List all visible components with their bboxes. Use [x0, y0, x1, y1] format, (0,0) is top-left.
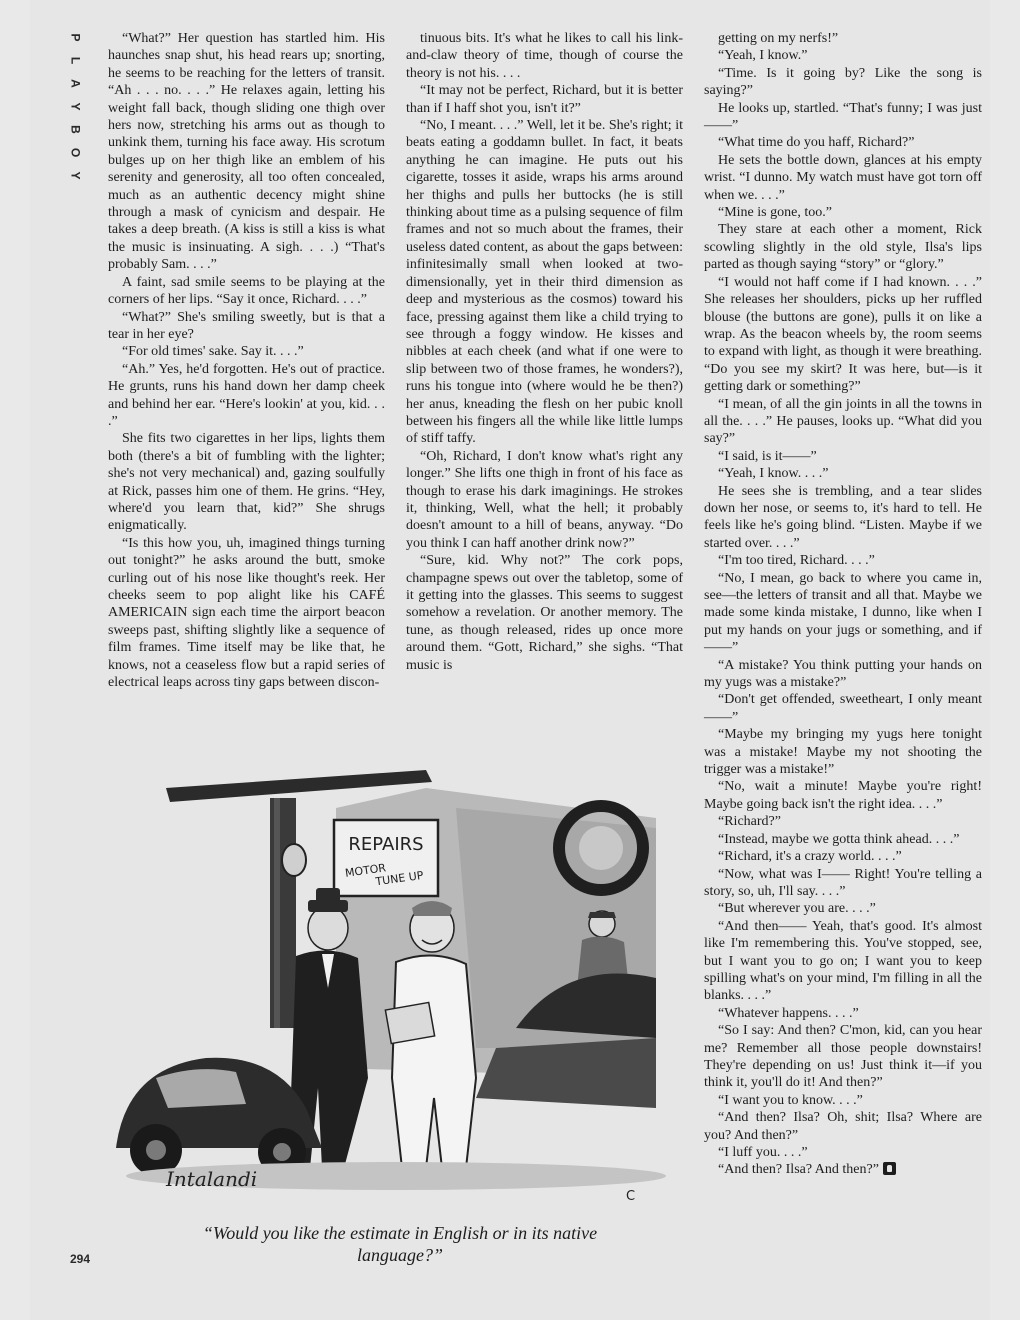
paragraph: “Yeah, I know.”: [718, 48, 808, 64]
paragraph: “I mean, of all the gin joints in all the towns in all the. . . .” He pauses, looks up. “What did you say?”: [704, 396, 982, 447]
paragraph: “Richard?”: [718, 814, 781, 830]
paragraph: “Oh, Richard, I don't know what's right any longer.” She lifts one thigh in front of his face as though to erase his dark imaginings. He strokes it, thinking, Well, what the hell; it probably doesn't amount to a hill of beans, anyway. “Do you think I can haff another drink now?”: [406, 448, 683, 551]
cartoon-caption: “Would you like the estimate in English or in its native language?”: [202, 1223, 598, 1265]
magazine-page: [30, 0, 990, 1320]
paragraph: “And then—— Yeah, that's good. It's almost like I'm remembering this. You've stopped, see, but I want you to go on; I want you to keep spilling what's on your mind, I'm filling in all the blanks. . . .”: [704, 918, 982, 1004]
paragraph: “Is this how you, uh, imagined things turning out tonight?” he asks around the butt, smoke curling out of his nose like thought's reek. Her cheeks seem to pop alight like his CAFÉ AMERICAIN sign each time the airport beacon sweeps past, shifting slightly like a sequence of film frames. Time itself may be like that, he knows, not a ceaseless flow but a rapid series of electrical leaps across tiny gaps between discon-: [108, 535, 385, 691]
paragraph: “Yeah, I know. . . .”: [718, 466, 829, 482]
text-column-3: [704, 30, 982, 1242]
paragraph: “I would not haff come if I had known. . . .” She releases her shoulders, picks up her ruffled blouse (the buttons are gone), pulls it on like a wrap. As the beacon wheels by, the room seems to expand with light, as though it were breathing. “Do you see my skirt? It was here, but—is it getting dark or something?”: [704, 274, 982, 395]
paragraph: “I want you to know. . . .”: [718, 1092, 863, 1108]
paragraph: “What?” Her question has startled him. His haunches snap shut, his head rears up; snorting, he seems to be reaching for the letters of transit. “Ah . . . no. . . .” He relaxes again, letting his weight fall back, though sliding one thigh over hers now, stretching his arms out as though to unkink them, turning his face away. His scrotum bulges up on her thigh like an emblem of his serenity and generosity, all too often concealed, much as an authentic decency might shine through a mask of cynicism and despair. He takes a deep breath. (A kiss is still a kiss is what the music is insinuating. A sigh. . . .) “That's probably Sam. . . .”: [108, 31, 385, 273]
copyright-mark: C: [626, 1189, 636, 1204]
paragraph: “No, I meant. . . .” Well, let it be. She's right; it beats eating a goddamn bullet. In fact, it beats anything he can imagine. He puts out his cigarette, tosses it aside, wraps his arms around her thighs and pulls her buttocks (he is still thinking about time as a pulsing sequence of film frames and not so much about the frames, their useless dated content, as about the gaps between: infinitesimally small when looked at two-dimensionally, yet in their third dimension as deep and mysterious as the cosmos) toward his face, pressing against them like a child trying to see through a foggy window. He kisses and nibbles at each cheek (and what if one were to slip between two of those frames, he wonders?), runs his tongue into (where would he be then?) her anus, kneading the flesh on her pubic knoll between his fingers all the while like little lumps of stiff taffy.: [406, 118, 683, 447]
artist-signature: Intalandi: [166, 1167, 258, 1191]
paragraph: “And then? Ilsa? And then?”: [704, 1161, 982, 1178]
end-of-story-icon: [883, 1162, 896, 1175]
sign-text-tuneup: TUNE UP: [374, 868, 425, 889]
paragraph: “But wherever you are. . . .”: [718, 901, 876, 917]
brand-letter: A: [68, 79, 83, 88]
paragraph: “Time. Is it going by? Like the song is saying?”: [704, 65, 982, 99]
paragraph: “I said, is it——”: [718, 448, 817, 464]
sign-text-repairs: REPAIRS: [348, 834, 424, 855]
brand-letter: Y: [68, 171, 83, 180]
paragraph: “What time do you haff, Richard?”: [718, 135, 915, 151]
brand-letter: O: [68, 147, 83, 158]
running-head-brand: [64, 26, 86, 187]
paragraph: “Maybe my bringing my yugs here tonight was a mistake! Maybe my not shooting the trigger was a mistake!”: [704, 727, 982, 778]
paragraph: “Don't get offended, sweetheart, I only meant——”: [704, 692, 982, 725]
text-column-1: [108, 30, 385, 730]
paragraph: getting on my nerfs!”: [718, 31, 839, 46]
paragraph: “I luff you. . . .”: [718, 1145, 808, 1160]
paragraph: “Now, what was I—— Right! You're telling a story, so, uh, I'll say. . . .”: [704, 866, 982, 899]
paragraph: “And then? Ilsa? Oh, shit; Ilsa? Where are you? And then?”: [704, 1110, 982, 1143]
brand-letter: L: [68, 56, 83, 65]
brand-letter: P: [68, 33, 83, 42]
paragraph: “No, I mean, go back to where you came in, see—the letters of transit and all that. Maybe we made some kinda mistake, I dunno, like when I put my hands on your jugs or something, and if——”: [704, 570, 982, 656]
paragraph: A faint, sad smile seems to be playing at the corners of her lips. “Say it once, Richard. . . .”: [108, 274, 385, 308]
repairs-sign: [334, 820, 438, 896]
paragraph: “For old times' sake. Say it. . . .”: [122, 344, 304, 360]
cartoon-illustration: [96, 748, 676, 1218]
paragraph: “Ah.” Yes, he'd forgotten. He's out of practice. He grunts, runs his hand down her damp cheek and behind her ear. “Here's lookin' at you, kid. . . .”: [108, 361, 385, 429]
paragraph: They stare at each other a moment, Rick scowling slightly in the old style, Ilsa's lips parted as though saying “story” or “glory.”: [704, 222, 982, 273]
paragraph: tinuous bits. It's what he likes to call his link-and-claw theory of time, though of course the theory is not his. . . .: [406, 31, 683, 81]
paragraph: “Instead, maybe we gotta think ahead. . . .”: [718, 831, 960, 847]
paragraph: “Sure, kid. Why not?” The cork pops, champagne spews out over the tabletop, some of it getting into the glasses. This seems to suggest somehow a revelation. Or another memory. The tune, as though released, rides up once more around them. “Gott, Richard,” she sighs. “That music is: [406, 553, 683, 673]
brand-letter: Y: [68, 102, 83, 111]
paragraph: “It may not be perfect, Richard, but it is better than if I haff shot you, isn't it?”: [406, 83, 683, 116]
paragraph: “So I say: And then? C'mon, kid, can you hear me? Remember all those people downstairs! They're depending on us! Just think it—if you think it, you'll do it! And then?”: [704, 1023, 982, 1091]
paragraph: “I'm too tired, Richard. . . .”: [718, 553, 875, 569]
paragraph: He sets the bottle down, glances at his empty wrist. “I dunno. My watch must have got torn off when we. . . .”: [704, 152, 982, 203]
paragraph: She fits two cigarettes in her lips, lights them both (there's a bit of fumbling with the lighter; she's not very mechanical) and, gazing soulfully at Rick, passes him one of them. He grins. “Hey, where'd you learn that, kid?” She shrugs enigmatically.: [108, 431, 385, 534]
paragraph: “Mine is gone, too.”: [718, 205, 832, 221]
paragraph: “Richard, it's a crazy world. . . .”: [718, 849, 902, 865]
paragraph: “Whatever happens. . . .”: [718, 1005, 859, 1021]
sign-text-motor: MOTOR: [344, 861, 387, 880]
paragraph: He looks up, startled. “That's funny; I was just——”: [704, 100, 982, 134]
brand-letter: B: [68, 125, 83, 134]
paragraph: “No, wait a minute! Maybe you're right! Maybe going back isn't the right idea. . . .”: [704, 779, 982, 812]
paragraph: “What?” She's smiling sweetly, but is that a tear in her eye?: [108, 309, 385, 342]
paragraph: “A mistake? You think putting your hands on my yugs was a mistake?”: [704, 657, 982, 691]
text-column-2: [406, 30, 683, 730]
paragraph: He sees she is trembling, and a tear slides down her nose, or seems to, it's hard to tell. He feels like he's going blind. “Listen. Maybe if we started over. . . .”: [704, 483, 982, 551]
page-number: 294: [70, 1252, 91, 1266]
